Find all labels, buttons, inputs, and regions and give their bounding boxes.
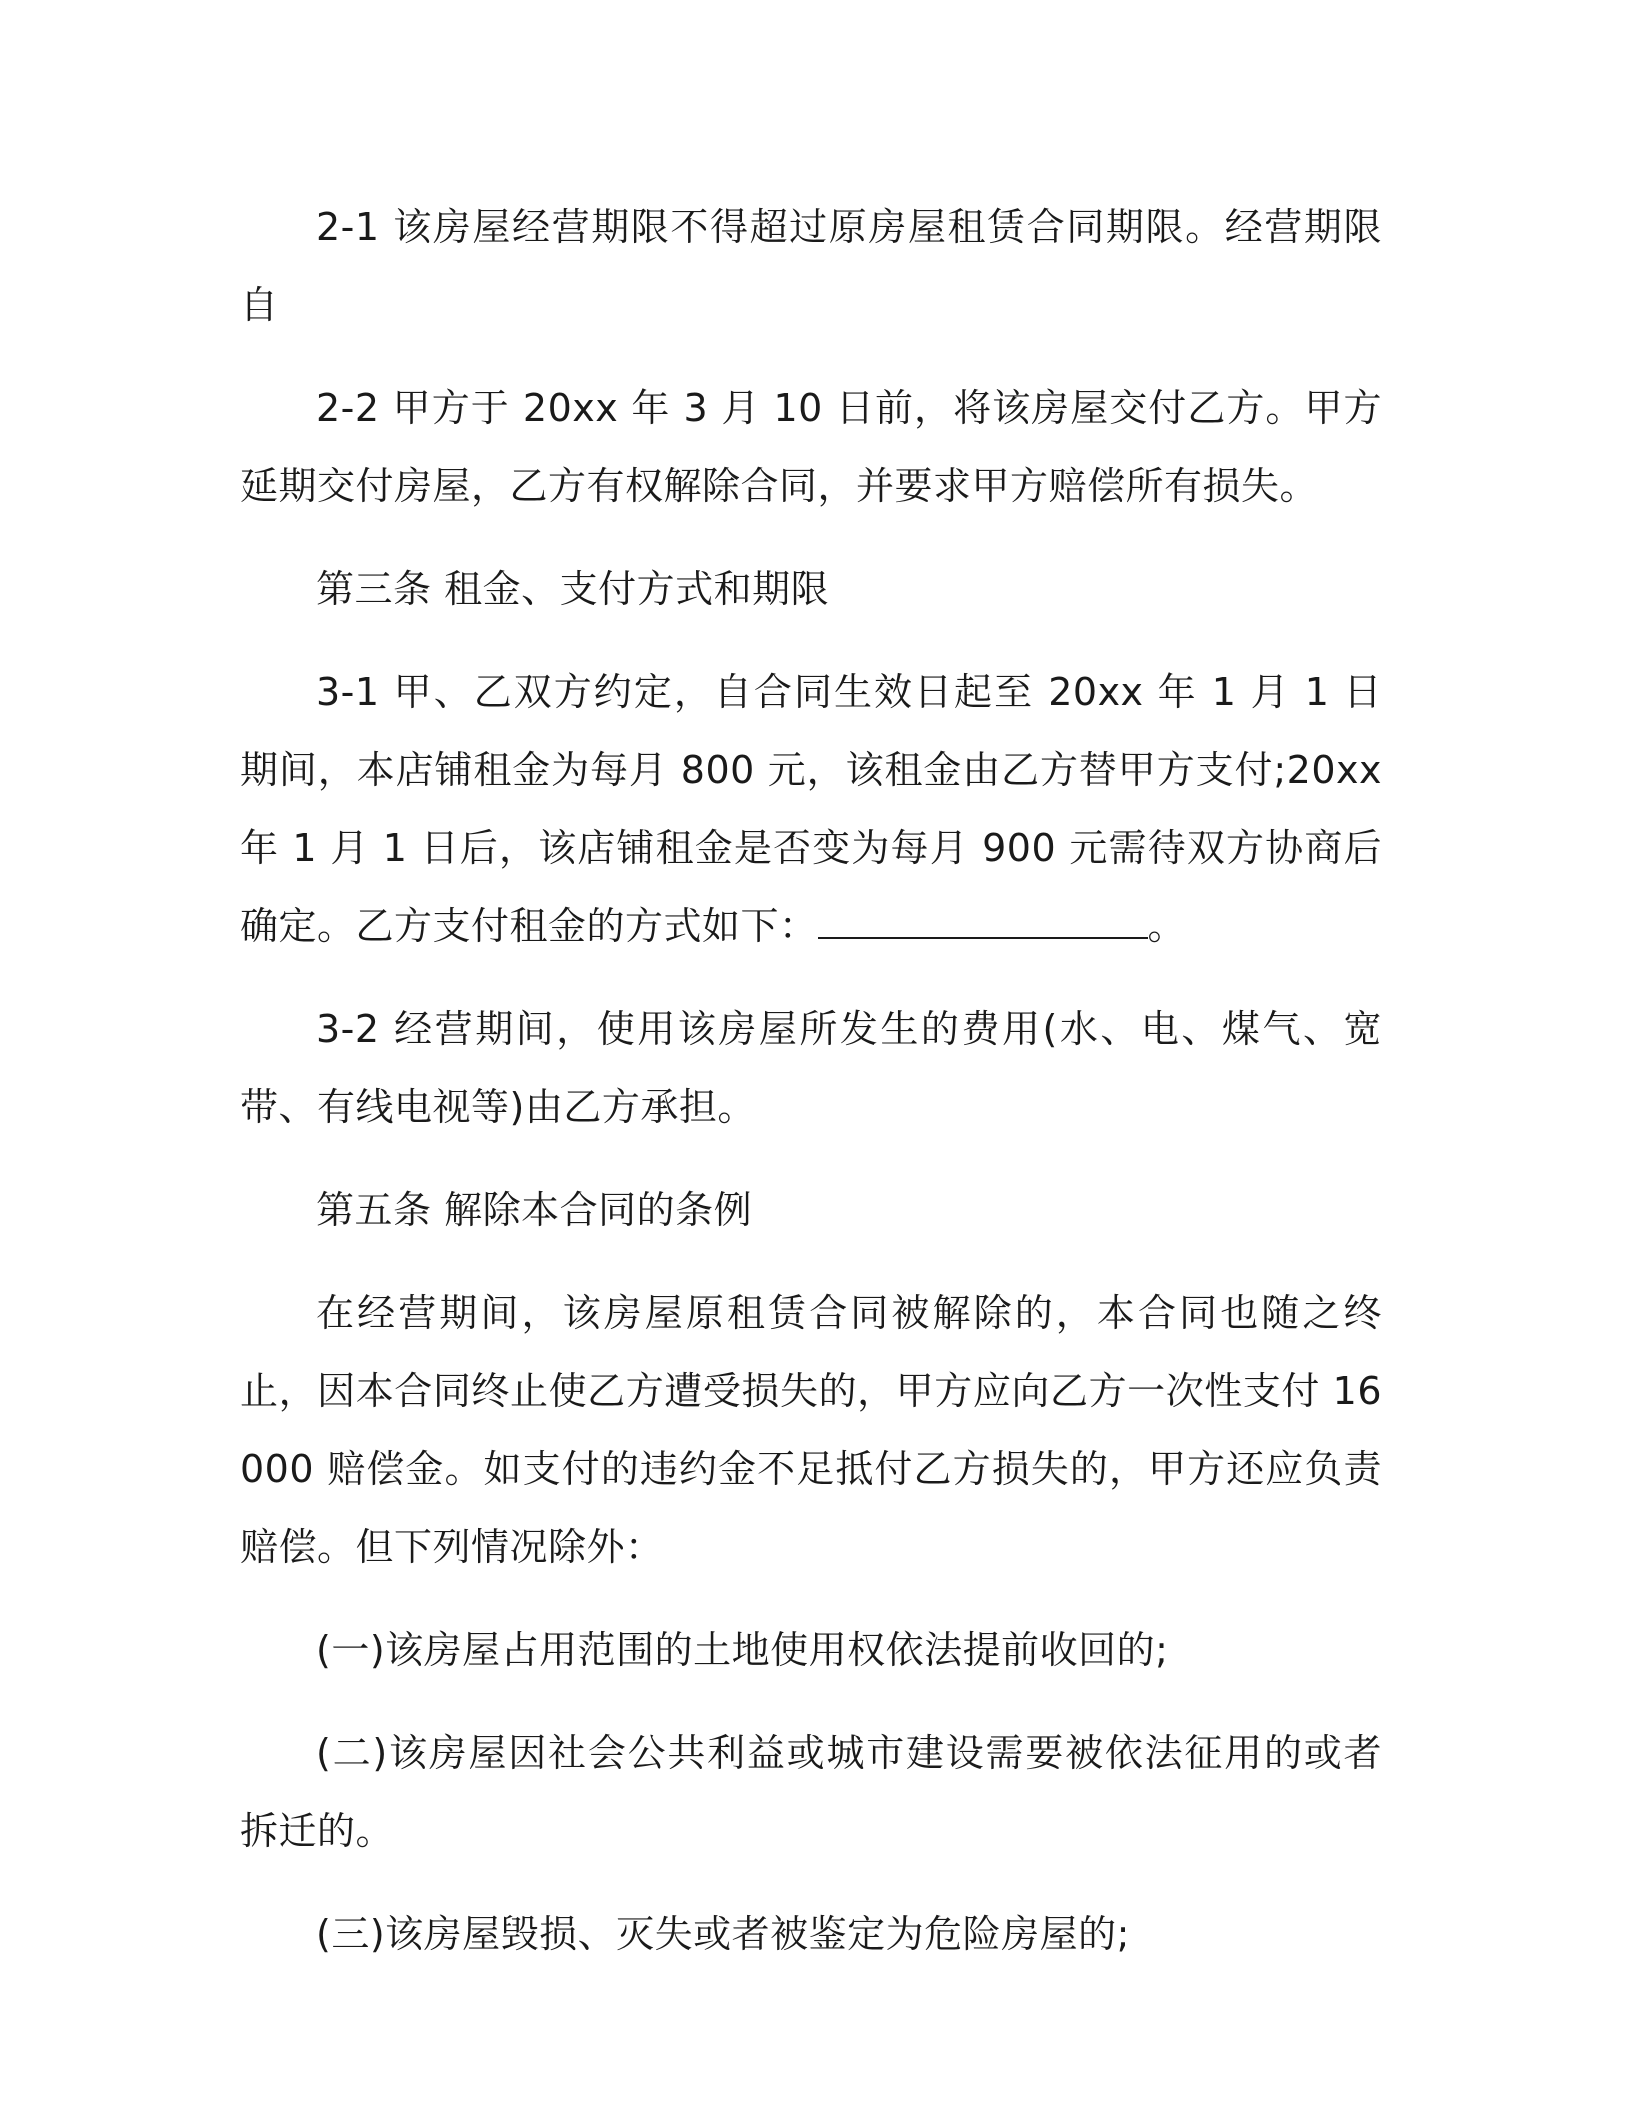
exception-item-3: (三)该房屋毁损、灭失或者被鉴定为危险房屋的; (316, 1912, 1130, 1956)
clause-3-1-text: 3-1 甲、乙双方约定，自合同生效日起至 20xx 年 1 月 1 日期间，本店铺租金为每月 800 元，该租金由乙方替甲方支付;20xx 年 1 月 1 日后，该店铺租金是否变为每月 900 元需待双方协商后确定。乙方支付租金的方式如下： (240, 670, 1382, 948)
clause-3-1-end: 。 (1147, 904, 1187, 948)
clause-2-2: 2-2 甲方于 20xx 年 3 月 10 日前，将该房屋交付乙方。甲方延期交付房屋，乙方有权解除合同，并要求甲方赔偿所有损失。 (240, 386, 1382, 508)
clause-2-1: 2-1 该房屋经营期限不得超过原房屋租赁合同期限。经营期限自 (240, 205, 1382, 327)
article-3-title: 第三条 租金、支付方式和期限 (316, 567, 830, 611)
article-5-intro: 在经营期间，该房屋原租赁合同被解除的，本合同也随之终止，因本合同终止使乙方遭受损失的，甲方应向乙方一次性支付 16000 赔偿金。如支付的违约金不足抵付乙方损失的，甲方还应负责赔偿。但下列情况除外： (240, 1291, 1382, 1569)
clause-3-1 (240, 653, 1382, 965)
payment-method-blank (818, 907, 1148, 939)
exception-item-1: (一)该房屋占用范围的土地使用权依法提前收回的; (316, 1628, 1169, 1672)
document-body (240, 188, 1382, 1998)
exception-item-2: (二)该房屋因社会公共利益或城市建设需要被依法征用的或者拆迁的。 (240, 1731, 1382, 1853)
clause-3-2: 3-2 经营期间，使用该房屋所发生的费用(水、电、煤气、宽带、有线电视等)由乙方承担。 (240, 1007, 1382, 1129)
article-5-title: 第五条 解除本合同的条例 (316, 1188, 753, 1232)
